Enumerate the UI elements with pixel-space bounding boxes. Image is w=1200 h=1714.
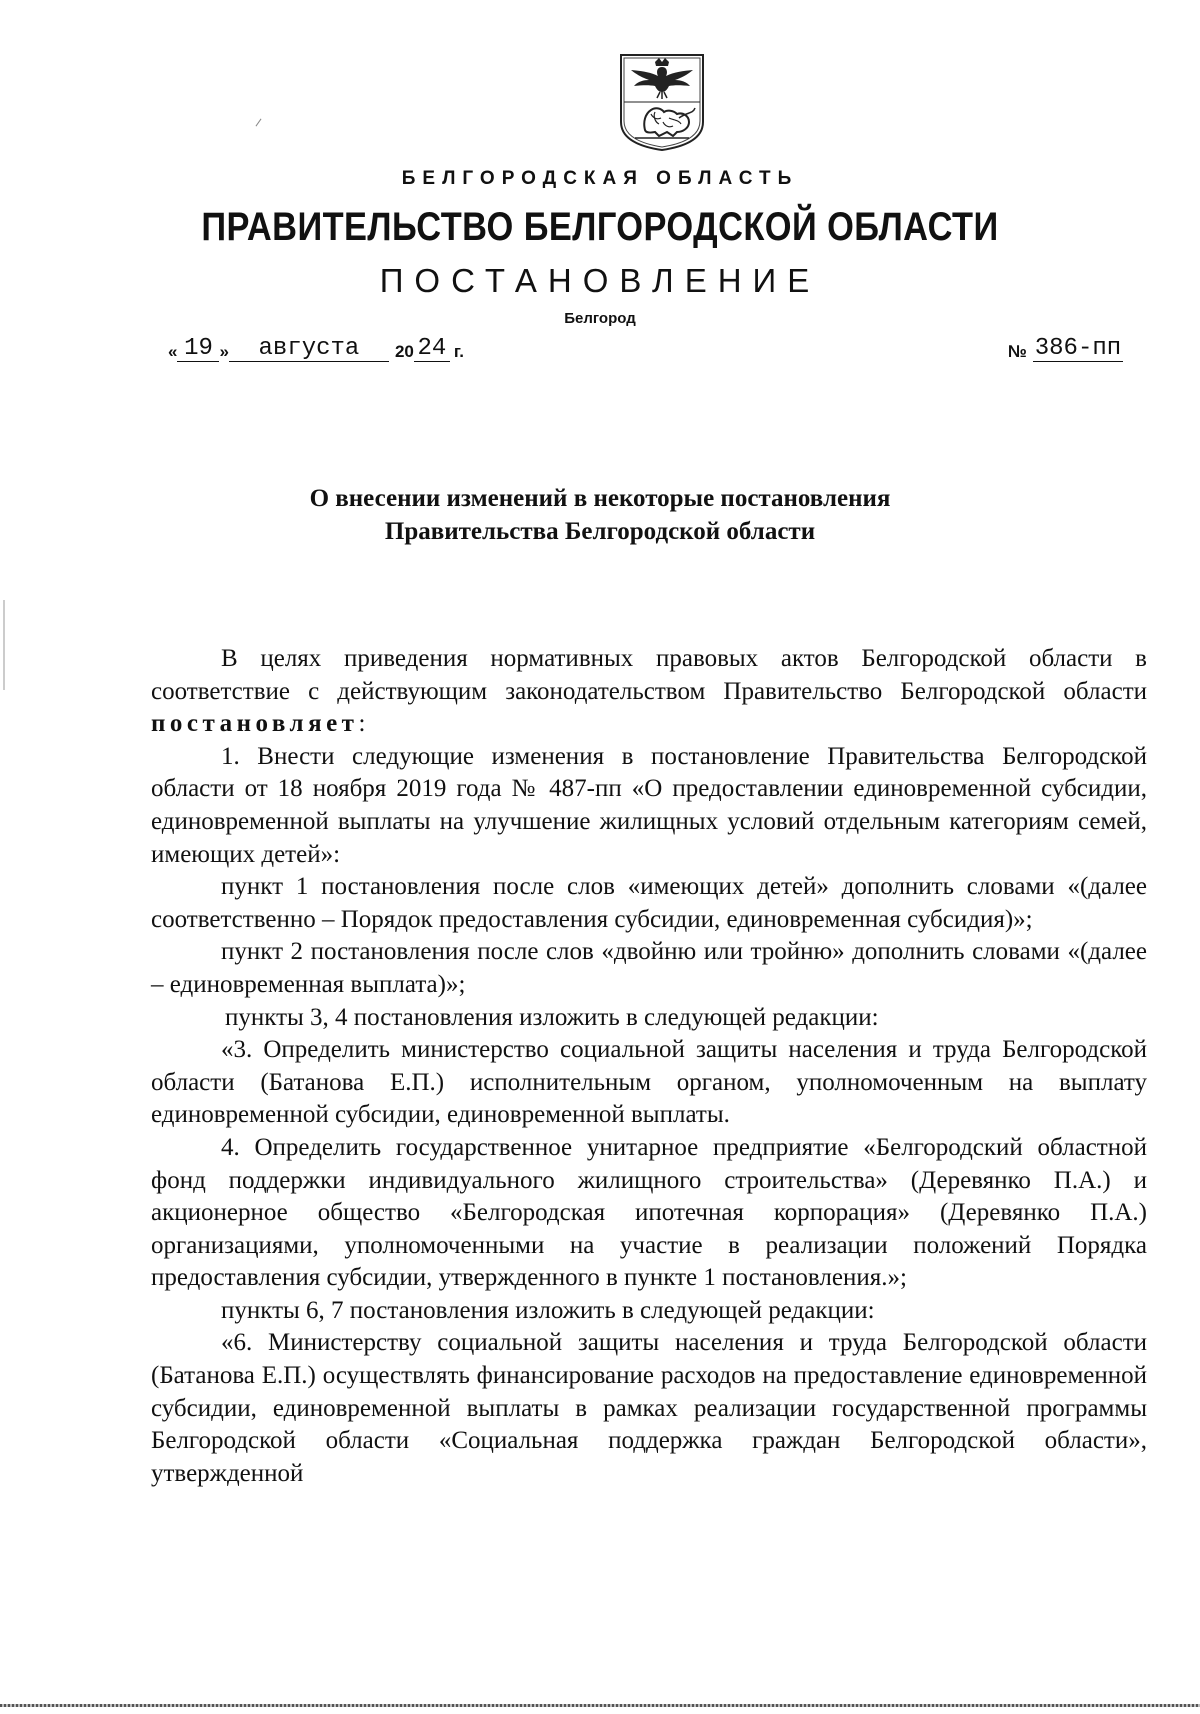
intro-text: В целях приведения нормативных правовых актов Белгородской области в соответствие с действующим законодательством Правительство Белгородской области <box>151 645 1147 705</box>
scan-bottom-edge <box>0 1704 1200 1707</box>
date-year-mark: г. <box>453 342 464 361</box>
date-day: 19 <box>177 337 219 362</box>
date-open-quote: « <box>168 342 178 361</box>
date-year-suffix: 24 <box>414 337 450 362</box>
paragraph-1: 1. Внести следующие изменения в постановление Правительства Белгородской области от 18 ноября 2019 года № 487-пп «О предоставлении единовременной субсидии, единовременной выплаты на улучшение жилищных условий отдельным категориям семей, имеющих детей»: <box>151 742 1147 868</box>
paragraph-7: пункты 6, 7 постановления изложить в следующей редакции: <box>221 1296 875 1324</box>
paragraph-5: «3. Определить министерство социальной защиты населения и труда Белгородской области (Батанова Е.П.) исполнительным органом, уполномоченным на выплату единовременной субсидии, единовременной выплаты. <box>151 1036 1147 1129</box>
paragraph-6: 4. Определить государственное унитарное предприятие «Белгородский областной фонд поддержки индивидуального жилищного строительства» (Деревянко П.А.) и акционерное общество «Белгородская ипотечная корпорация» (Деревянко П.А.) организациями, уполномоченными на участие в реализации положений Порядка предоставления субсидии, утвержденного в пункте 1 постановления.»; <box>151 1133 1147 1292</box>
document-body <box>151 643 1147 1490</box>
number-value: 386-пп <box>1034 335 1122 362</box>
date-month: августа <box>229 337 389 362</box>
paragraph-4: пункты 3, 4 постановления изложить в следующей редакции: <box>225 1003 879 1031</box>
region-name: БЕЛГОРОДСКАЯ ОБЛАСТЬ <box>401 168 799 189</box>
document-type: ПОСТАНОВЛЕНИЕ <box>379 262 821 299</box>
city-name: Белгород <box>564 310 636 327</box>
decree-word: постановляет <box>151 710 359 738</box>
document-date <box>168 337 464 362</box>
document-number <box>1008 337 1123 362</box>
paragraph-8: «6. Министерству социальной защиты населения и труда Белгородской области (Батанова Е.П.) осуществлять финансирование расходов на предоставление единовременной субсидии, единовременной выплаты в рамках реализации государственной программы Белгородской области «Социальная поддержка граждан Белгородской области», утвержденной <box>151 1329 1147 1487</box>
paragraph-2: пункт 1 постановления после слов «имеющих детей» дополнить словами «(далее соответственно – Порядок предоставления субсидии, единовременная субсидия)»; <box>151 873 1147 933</box>
intro-paragraph <box>151 643 1147 741</box>
date-close-quote: » <box>219 342 229 361</box>
title-line-2: Правительства Белгородской области <box>384 518 816 545</box>
scan-edge-mark <box>3 600 5 690</box>
number-sign: № <box>1008 342 1027 361</box>
decree-colon: : <box>358 710 366 738</box>
date-year-prefix: 20 <box>394 342 414 361</box>
belgorod-coat-of-arms-icon <box>617 52 707 152</box>
paragraph-3: пункт 2 постановления после слов «двойню или тройню» дополнить словами «(далее – единовременная выплата)»; <box>151 938 1147 998</box>
title-line-1: О внесении изменений в некоторые постановления <box>309 485 891 512</box>
government-name: ПРАВИТЕЛЬСТВО БЕЛГОРОДСКОЙ ОБЛАСТИ <box>201 205 999 249</box>
scan-speck <box>256 119 262 127</box>
document-title <box>0 482 1200 548</box>
